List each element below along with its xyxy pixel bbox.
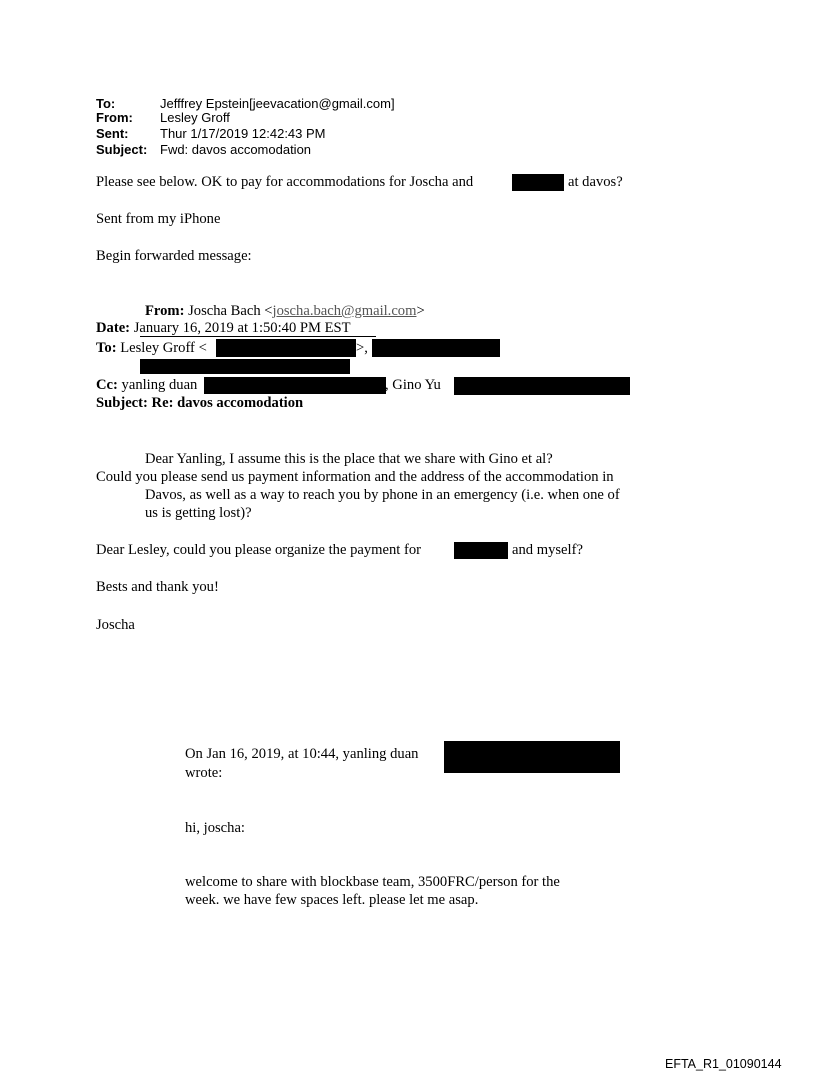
msg-p1-l3: Davos, as well as a way to reach you by phone in an emergency (i.e. when one of bbox=[145, 487, 620, 503]
msg-p3: Bests and thank you! bbox=[96, 579, 219, 595]
msg-p4: Joscha bbox=[96, 617, 135, 633]
redaction-box bbox=[512, 174, 564, 191]
fwd-date-value: January 16, 2019 at 1:50:40 PM EST bbox=[133, 320, 351, 336]
redaction-box bbox=[454, 542, 508, 559]
fwd-to-sep: >, bbox=[356, 340, 368, 356]
fwd-from-name: Joscha Bach < bbox=[188, 303, 273, 319]
redaction-box bbox=[454, 377, 630, 395]
fwd-cc-value: yanling duan bbox=[121, 377, 198, 393]
redaction-box bbox=[444, 741, 620, 773]
msg-p2-a: Dear Lesley, could you please organize the payment for bbox=[96, 542, 421, 558]
fwd-to-label: To: bbox=[96, 340, 117, 356]
fwd-to bbox=[96, 340, 207, 357]
header-sent-value: Thur 1/17/2019 12:42:43 PM bbox=[160, 126, 326, 141]
header-sent bbox=[96, 127, 326, 141]
header-from-value: Lesley Groff bbox=[160, 110, 230, 125]
header-to-label: To: bbox=[96, 96, 116, 111]
body-line1 bbox=[96, 174, 473, 191]
document-id: EFTA_R1_01090144 bbox=[665, 1057, 782, 1071]
msg-p1-l4: us is getting lost)? bbox=[145, 505, 252, 521]
fwd-date bbox=[96, 320, 351, 337]
header-subject bbox=[96, 143, 311, 157]
redaction-box bbox=[372, 339, 500, 357]
fwd-from bbox=[145, 303, 425, 320]
header-from bbox=[96, 111, 230, 125]
body-line1-b: at davos? bbox=[568, 174, 623, 190]
sent-from: Sent from my iPhone bbox=[96, 211, 221, 227]
header-to bbox=[96, 97, 395, 111]
quoted-body-l1: welcome to share with blockbase team, 3500FRC/person for the bbox=[185, 874, 560, 890]
msg-p1-l2: Could you please send us payment information and the address of the accommodation in bbox=[96, 469, 614, 485]
fwd-from-close: > bbox=[416, 303, 425, 319]
body-line1-a: Please see below. OK to pay for accommodations for Joscha and bbox=[96, 174, 474, 190]
redaction-box bbox=[140, 359, 350, 374]
fwd-from-label: From: bbox=[145, 303, 185, 319]
header-sent-label: Sent: bbox=[96, 126, 129, 141]
quoted-intro-l1: On Jan 16, 2019, at 10:44, yanling duan bbox=[185, 746, 419, 762]
fwd-subject-value: Re: davos accomodation bbox=[151, 395, 304, 411]
header-from-label: From: bbox=[96, 110, 133, 125]
msg-p1-l1: Dear Yanling, I assume this is the place that we share with Gino et al? bbox=[145, 451, 553, 467]
header-subject-label: Subject: bbox=[96, 142, 148, 157]
fwd-to-value: Lesley Groff < bbox=[120, 340, 207, 356]
divider bbox=[140, 336, 376, 337]
fwd-date-label: Date: bbox=[96, 320, 131, 336]
quoted-intro-l2: wrote: bbox=[185, 765, 223, 781]
redaction-box bbox=[216, 339, 356, 357]
msg-p2-b: and myself? bbox=[512, 542, 583, 558]
quoted-body-l2: week. we have few spaces left. please let me asap. bbox=[185, 892, 479, 908]
fwd-cc-label: Cc: bbox=[96, 377, 118, 393]
fwd-subject-label: Subject: bbox=[96, 395, 148, 411]
redaction-box bbox=[204, 377, 386, 394]
fwd-subject bbox=[96, 395, 303, 412]
quoted-greeting: hi, joscha: bbox=[185, 820, 245, 836]
fwd-cc bbox=[96, 377, 197, 394]
header-subject-value: Fwd: davos accomodation bbox=[160, 142, 312, 157]
begin-forwarded: Begin forwarded message: bbox=[96, 248, 252, 264]
header-to-value: Jefffrey Epstein[jeevacation@gmail.com] bbox=[160, 96, 395, 111]
fwd-cc-sep: , Gino Yu bbox=[385, 377, 441, 393]
fwd-from-email-link[interactable]: joscha.bach@gmail.com bbox=[272, 303, 417, 319]
